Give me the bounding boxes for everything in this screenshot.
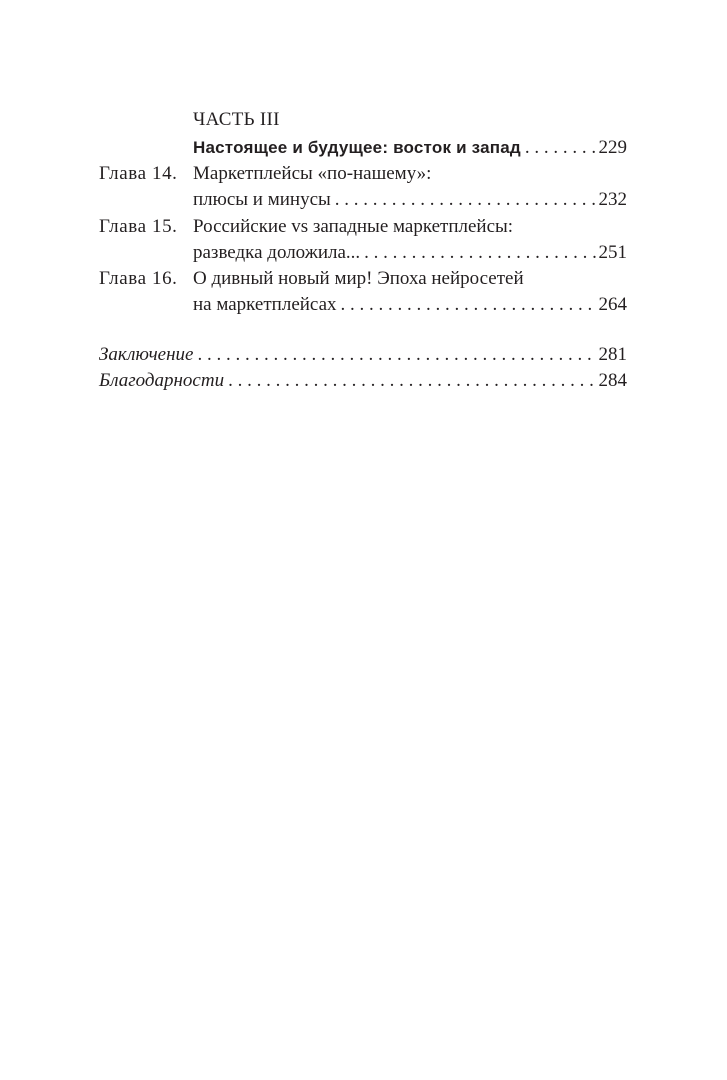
chapter-title-line1[interactable]: Российские vs западные маркетплейсы: (193, 216, 514, 237)
toc-entry-chapter-14[interactable] (193, 187, 627, 213)
part-label: ЧАСТЬ III (193, 109, 280, 130)
dot-leader (197, 342, 595, 368)
chapter-title-line2: плюсы и минусы (193, 189, 331, 210)
page-number: 251 (598, 242, 627, 263)
page-number: 281 (598, 344, 627, 365)
page-number: 232 (598, 189, 627, 210)
toc-entry-part-title[interactable] (193, 135, 627, 161)
chapter-label: Глава 16. (99, 268, 178, 289)
page-number: 284 (598, 370, 627, 391)
acknowledgements-title: Благодарности (99, 370, 225, 391)
toc-entry-conclusion[interactable] (99, 342, 627, 368)
chapter-title-line2: разведка доложила... (193, 242, 361, 263)
dot-leader (364, 240, 595, 266)
part-title: Настоящее и будущее: восток и запад (193, 138, 521, 157)
page-number: 229 (598, 137, 627, 158)
conclusion-title: Заключение (99, 344, 194, 365)
dot-leader (525, 135, 596, 161)
chapter-label: Глава 15. (99, 216, 178, 237)
toc-entry-acknowledgements[interactable] (99, 368, 627, 394)
toc-entry-chapter-16[interactable] (193, 292, 627, 318)
dot-leader (335, 187, 596, 213)
chapter-title-line1[interactable]: О дивный новый мир! Эпоха нейросетей (193, 268, 524, 289)
chapter-title-line1[interactable]: Маркетплейсы «по-нашему»: (193, 163, 432, 184)
dot-leader (228, 368, 595, 394)
page-number: 264 (598, 294, 627, 315)
chapter-title-line2: на маркетплейсах (193, 294, 337, 315)
toc-entry-chapter-15[interactable] (193, 240, 627, 266)
dot-leader (341, 292, 596, 318)
chapter-label: Глава 14. (99, 163, 178, 184)
